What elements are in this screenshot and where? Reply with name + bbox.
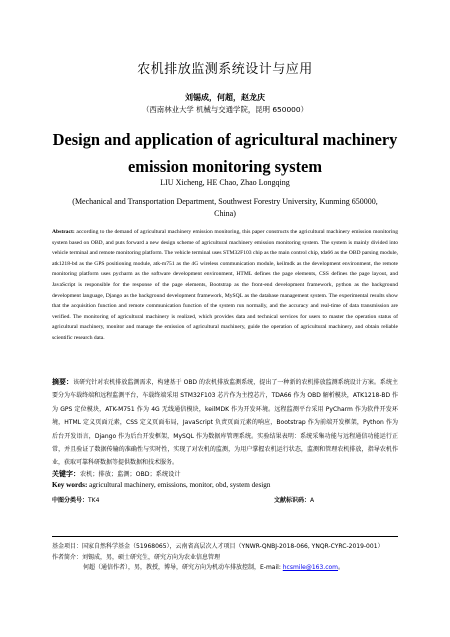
- author-bio-first: 作者简介：刘锡成，男，硕士研究生，研究方向为农业信息管理: [52, 553, 221, 561]
- footnote: [52, 542, 398, 574]
- chinese-keywords-text: 农机；排放；监测；OBD；系统设计: [80, 471, 181, 478]
- fund-note: 基金项目：国家自然科学基金（51968065），云南省高层次人才项目（YNWR-QNBJ-2018-066, YNQR-CYRC-2019-001）: [52, 543, 384, 550]
- english-abstract-label: Abstract:: [52, 229, 75, 235]
- author-bio-second-text: 何超（通信作者），男，教授，博导，研究方向为机动车排放控制，E-mail:: [83, 564, 283, 572]
- english-abstract-text: according to the demand of agricultural machinery emission monitoring, this paper constructs the agricultural machinery emission monitoring system based on OBD, and puts forward a new design scheme of agricultural machinery emission monitoring system. The system is mainly divided into vehicle terminal and remote monitoring platform. The vehicle terminal uses STM32F103 chip as the main control chip, tda66 as the OBD parsing module, atk1218-bd as the GPS positioning module, atk-m751 as the 4G wireless communication module, keilmdk as the development environment, the remote monitoring platform uses pycharm as the software development environment, HTML defines the page elements, CSS defines the page layout, and JavaScript is responsible for the response of the page elements, Bootstrap as the front-end development framework, python as the background development language, Django as the background development framework, MySQL as the database management system. The experimental results show that the acquisition function and remote communication function of the system run normally, and the accuracy and real-time of data transmission are verified. The monitoring of agricultural machinery is realized, which provides data and technical services for users to master the operation status of agricultural machinery, monitor and manage the emission of agricultural machinery, guide the operation of agricultural machinery, and obtain reliable scientific research data.: [52, 229, 398, 341]
- classification-row: [52, 495, 398, 504]
- footnote-divider: [52, 536, 398, 537]
- english-keywords-text: agricultural machinery, emissions, monitor, obd, system design: [87, 481, 271, 489]
- english-authors: LIU Xicheng, HE Chao, Zhao Longqing: [160, 178, 290, 187]
- english-abstract: [52, 227, 398, 344]
- chinese-abstract: [52, 376, 398, 470]
- email-link[interactable]: hcsmile@163.com: [282, 564, 339, 572]
- author-bio-second: [52, 563, 398, 574]
- chinese-authors: 刘锡成，何超，赵龙庆: [185, 93, 265, 102]
- document-id-value: A: [310, 497, 315, 504]
- document-id: [274, 495, 314, 504]
- classification-value: TK4: [88, 497, 100, 504]
- author-bio-second-end: 。: [338, 564, 345, 572]
- english-keywords-label: Key words:: [52, 481, 88, 489]
- english-keywords: [52, 481, 398, 489]
- classification-label: 中图分类号：: [52, 497, 89, 504]
- chinese-abstract-label: 摘要：: [52, 378, 74, 386]
- chinese-affiliation: （西南林业大学 机械与交通学院，昆明 650000）: [142, 105, 308, 114]
- document-id-label: 文献标识码：: [274, 497, 311, 504]
- chinese-abstract-text: 该研究针对农机排放监测需求，构建基于 OBD 的农机排放监测系统，提出了一种新的农机排放监测系统设计方案。系统主要分为车载终端和远程监测平台，车载终端采用 STM32F103 芯片作为主控芯片，TDA66 作为 OBD 解析模块，ATK1218-BD 作为 GPS 定位模块，ATK-M751 作为 4G 无线通信模块，keilMDK 作为开发环境。远程监测平台采用 PyCharm 作为软件开发环境，HTML 定义页面元素，CSS 定义页面布局，JavaScript 负责页面元素的响应，Bootstrap 作为前端开发框架，Python 作为后台开发语言，Django 作为后台开发框架，MySQL 作为数据库管理系统。实验结果表明：系统采集功能与远程通信功能运行正常，并且验证了数据传输的准确性与实时性，实现了对农机的监测，为用户掌握农机运行状态，监测和管理农机排放，指导农机作业，获取可靠科研数据等提供数据和技术服务。: [52, 379, 398, 467]
- chinese-keywords-label: 关键字：: [52, 470, 80, 478]
- english-title: Design and application of agricultural machinery emission monitoring system: [52, 130, 398, 176]
- chinese-title: 农机排放监测系统设计与应用: [137, 62, 313, 77]
- english-affiliation: (Mechanical and Transportation Department, Southwest Forestry University, Kunming 650000, China): [72, 197, 378, 218]
- chinese-keywords: [52, 469, 398, 479]
